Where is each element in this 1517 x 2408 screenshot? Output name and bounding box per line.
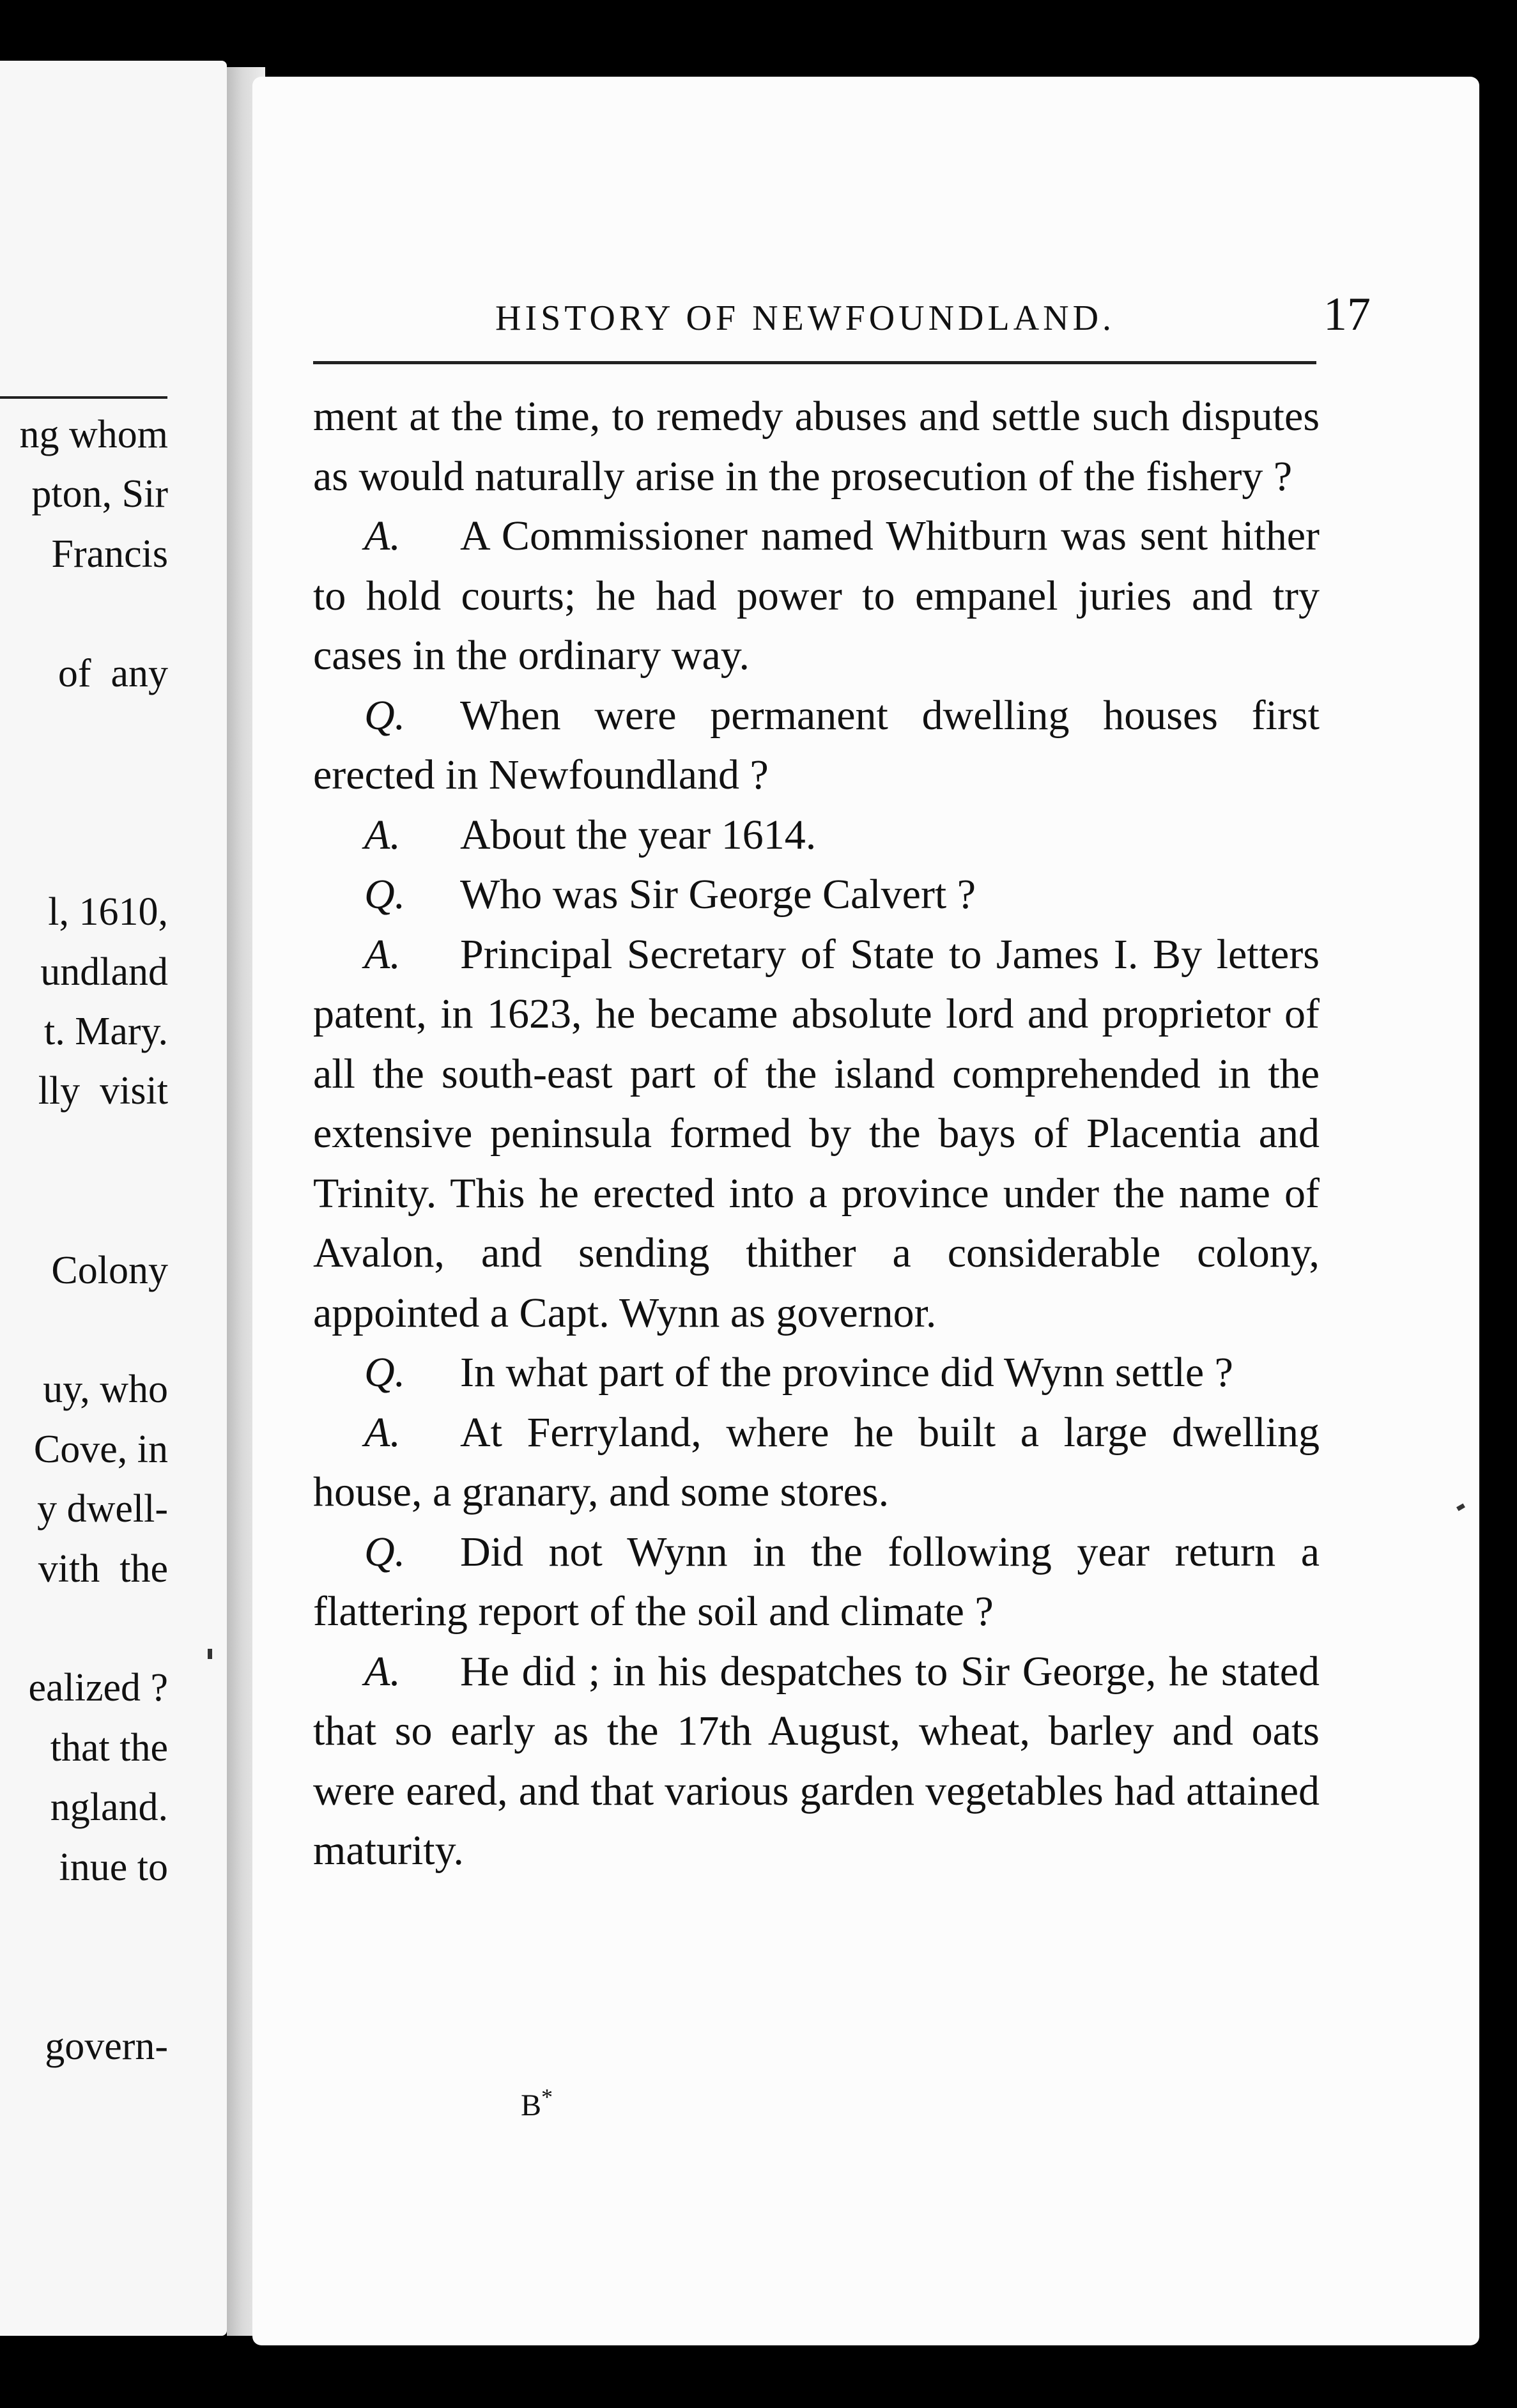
previous-page-line: vith the (38, 1547, 168, 1591)
question-paragraph (313, 1522, 1320, 1642)
previous-page-line: inue to (59, 1845, 168, 1889)
previous-page-line: ng whom (19, 413, 168, 456)
paragraph-text: Principal Secretary of State to James I. By letters patent, in 1623, he became absolute lord and proprietor of all the south-east part of the island comprehended in the extensive peninsula formed by the bays of Placentia and Trinity. This he erected into a province under the name of Avalon, and sending thither a considerable colony, appointed a Capt. Wynn as governor. (313, 930, 1320, 1336)
answer-paragraph (313, 925, 1320, 1343)
signature-mark: B* (521, 2084, 553, 2122)
paragraph-text: ment at the time, to remedy abuses and settle such disputes as would naturally arise in the prosecution of the fishery ? (313, 393, 1320, 500)
previous-page-line: govern- (45, 2024, 168, 2068)
header-rule (313, 361, 1316, 364)
paragraph-text: About the year 1614. (460, 811, 817, 858)
previous-page-line: undland (40, 950, 168, 994)
page-body (313, 387, 1320, 1881)
previous-page-line: of any (58, 651, 168, 695)
running-head (495, 288, 1371, 342)
previous-page-head-rule (0, 396, 167, 399)
previous-page-line: y dwell- (37, 1487, 168, 1531)
paragraph-text: When were permanent dwelling houses first erected in Newfoundland ? (313, 691, 1320, 798)
previous-page-line: uy, who (43, 1368, 168, 1412)
previous-page-line: lly visit (38, 1069, 168, 1113)
qa-label: A. (364, 513, 401, 559)
ink-speck (1456, 1503, 1465, 1511)
qa-label: A. (364, 1409, 401, 1456)
qa-label: Q. (364, 871, 406, 918)
previous-page-line: pton, Sir (31, 472, 168, 516)
paragraph-text: Who was Sir George Calvert ? (460, 871, 976, 918)
question-paragraph (313, 1343, 1320, 1403)
answer-paragraph (313, 1403, 1320, 1522)
qa-label: A. (364, 811, 401, 858)
qa-label: A. (364, 1648, 401, 1695)
answer-paragraph (313, 1642, 1320, 1881)
paragraph-text: A Commissioner named Whitburn was sent hither to hold courts; he had power to empanel juries and try cases in the ordinary way. (313, 513, 1320, 679)
answer-paragraph (313, 506, 1320, 686)
previous-page-line: t. Mary. (44, 1010, 168, 1053)
qa-label: Q. (364, 1349, 406, 1396)
previous-page-line: ngland. (50, 1786, 168, 1830)
paragraph-text: Did not Wynn in the following year return a flattering report of the soil and climate ? (313, 1528, 1320, 1635)
previous-page-line: that the (50, 1725, 168, 1770)
question-paragraph (313, 865, 1320, 925)
running-title: HISTORY OF NEWFOUNDLAND. (495, 298, 1116, 338)
question-paragraph (313, 686, 1320, 805)
previous-page-fragment (0, 61, 227, 2336)
previous-page-line: ealized ? (28, 1666, 168, 1710)
continued-paragraph (313, 387, 1320, 506)
qa-label: A. (364, 930, 401, 978)
answer-paragraph (313, 805, 1320, 865)
previous-page-line: l, 1610, (48, 890, 168, 934)
paragraph-text: At Ferryland, where he built a large dwelling house, a granary, and some stores. (313, 1409, 1320, 1515)
ink-speck (208, 1649, 212, 1659)
page-number: 17 (1323, 288, 1371, 341)
book-page (252, 77, 1479, 2345)
previous-page-line: Francis (51, 532, 168, 576)
qa-label: Q. (364, 1528, 406, 1575)
paragraph-text: In what part of the province did Wynn settle ? (460, 1349, 1233, 1396)
paragraph-text: He did ; in his despatches to Sir George, he stated that so early as the 17th August, wheat, barley and oats were eared, and that various garden vegetables had attained maturity. (313, 1648, 1320, 1874)
previous-page-line: Cove, in (33, 1427, 168, 1471)
qa-label: Q. (364, 691, 406, 739)
previous-page-line: Colony (51, 1248, 168, 1292)
